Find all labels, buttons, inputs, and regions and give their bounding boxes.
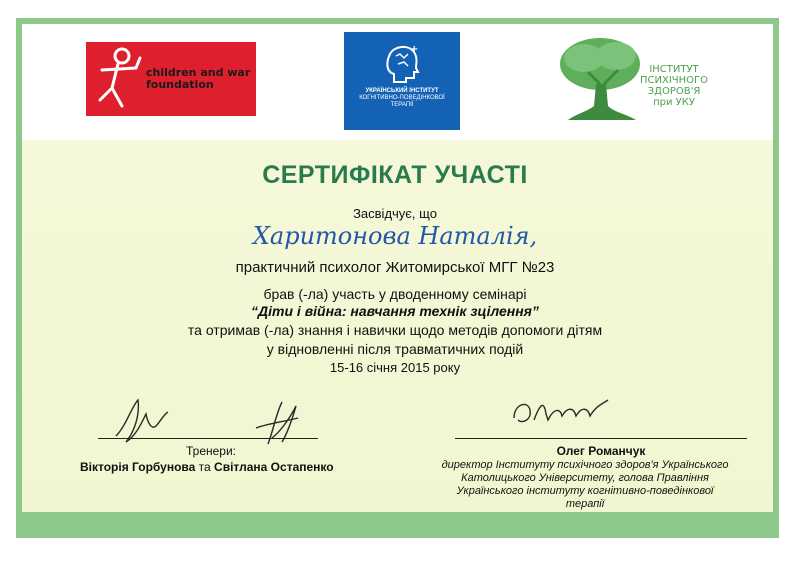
director-signature-line: [455, 438, 747, 439]
director-role-line2: Католицького Університету, голова Правління: [461, 472, 709, 484]
top-border: [16, 18, 779, 24]
uicbt-logo: [344, 32, 460, 130]
cwf-line2: foundation: [146, 78, 214, 91]
trainer2-name: Світлана Остапенко: [214, 460, 334, 474]
cwf-line1: children and war: [146, 66, 251, 79]
trainers-label: Тренери:: [186, 444, 237, 458]
recipient-occupation: практичний психолог Житомирської МГГ №23: [235, 259, 555, 276]
director-signature: [510, 394, 614, 428]
recipient-name: Харитонова Наталія,: [252, 222, 538, 250]
trainers-conjunction: та: [195, 460, 215, 474]
trainer1-name: Вікторія Горбунова: [80, 460, 196, 474]
participation-text: брав (-ла) участь у дводенному семінарі: [263, 286, 527, 302]
director-role-line3: Українського інституту когнітивно-поведінкової: [456, 485, 714, 497]
director-role-line1: директор Інституту психічного здоров'я Українського: [441, 459, 729, 471]
mental-health-institute-logo: [556, 34, 706, 126]
director-name: Олег Романчук: [556, 444, 646, 458]
director-role: [420, 459, 750, 511]
imh-line2: ПСИХІЧНОГО: [640, 75, 708, 86]
uicbt-line2: КОГНІТИВНО-ПОВЕДІНКОВОЇ: [359, 95, 445, 101]
bottom-border: [16, 512, 779, 538]
right-border: [773, 18, 779, 538]
skills-text-line1: та отримав (-ла) знання і навички щодо методів допомоги дітям: [187, 322, 603, 338]
cwf-logo-text: [146, 67, 250, 91]
imh-line1: ІНСТИТУТ: [649, 64, 699, 75]
skills-text-line2: у відновленні після травматичних подій: [266, 341, 524, 357]
certificate-title: СЕРТИФІКАТ УЧАСТІ: [262, 161, 528, 189]
seminar-title: “Діти і війна: навчання технік зцілення”: [251, 303, 539, 319]
trainers-signature-line: [98, 438, 318, 439]
svg-text:+: +: [410, 44, 419, 55]
trainer1-signature: [112, 396, 172, 448]
uicbt-line1: УКРАЇНСЬКИЙ ІНСТИТУТ: [365, 88, 439, 94]
imh-line3: ЗДОРОВ'Я: [647, 86, 701, 97]
trainers-names: [80, 460, 334, 474]
uicbt-line3: ТЕРАПІЇ: [390, 102, 414, 108]
head-profile-icon: [382, 42, 422, 86]
stick-figure-icon: [92, 44, 144, 114]
imh-line4: при УКУ: [653, 97, 695, 108]
left-border: [16, 18, 22, 538]
certifies-text: Засвідчує, що: [353, 206, 437, 221]
director-role-line4: терапії: [565, 498, 605, 510]
trainer2-signature: [252, 398, 310, 448]
seminar-dates: 15-16 січня 2015 року: [329, 360, 461, 375]
imh-logo-text: [634, 64, 714, 108]
children-and-war-logo: [86, 42, 256, 116]
